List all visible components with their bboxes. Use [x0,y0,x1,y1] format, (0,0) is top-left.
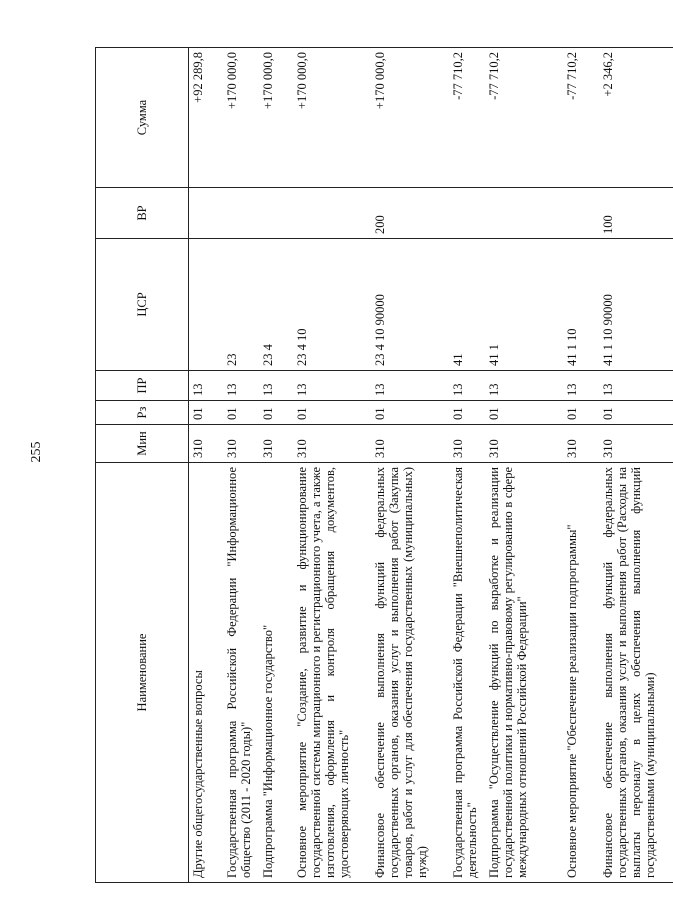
row-vr [449,188,485,239]
row-min: 310 [293,425,371,463]
row-csr: 23 4 [259,239,293,371]
row-sum: -77 710,2 [563,48,599,188]
row-pr: 13 [485,371,563,401]
row-name: Государственная программа Российской Федерации "Информационное общество (2011 - 2020 годы)" [223,463,259,883]
row-pr: 13 [259,371,293,401]
row-pr: 13 [449,371,485,401]
row-vr [485,188,563,239]
table-row [293,48,371,883]
row-csr: 41 1 10 [563,239,599,371]
row-min: 310 [371,425,449,463]
row-csr: 23 4 10 [293,239,371,371]
row-name: Основное мероприятие "Обеспечение реализации подпрограммы" [563,463,599,883]
row-name: Государственная программа Российской Федерации "Внешнеполитическая деятельность" [449,463,485,883]
row-name: Подпрограмма "Осуществление функций по выработке и реализации государственной политики и нормативно-правовому регулированию в сфере международных отношений Российской Федерации" [485,463,563,883]
header-min: Мин [96,425,189,463]
table-row [259,48,293,883]
row-min: 310 [189,425,224,463]
row-min: 310 [259,425,293,463]
row-vr: 200 [371,188,449,239]
row-pr: 13 [293,371,371,401]
header-pr: ПР [96,371,189,401]
header-rz: Рз [96,401,189,425]
table-row [223,48,259,883]
header-name: Наименование [96,463,189,883]
row-vr [223,188,259,239]
row-name: Подпрограмма "Информационное государство" [259,463,293,883]
page-number: 255 [29,441,44,463]
row-min: 310 [599,425,673,463]
row-min: 310 [223,425,259,463]
row-pr: 13 [223,371,259,401]
budget-table [95,47,673,883]
table-row [485,48,563,883]
row-name: Другие общегосударственные вопросы [189,463,224,883]
row-sum: +170 000,0 [223,48,259,188]
row-vr [293,188,371,239]
row-rz: 01 [223,401,259,425]
row-rz: 01 [259,401,293,425]
row-pr: 13 [371,371,449,401]
row-csr: 41 1 10 90000 [599,239,673,371]
row-rz: 01 [371,401,449,425]
table-row [599,48,673,883]
row-sum: +2 346,2 [599,48,673,188]
row-name: Финансовое обеспечение выполнения функций федеральных государственных органов, оказания услуг и выполнения работ (Закупка товаров, работ и услуг для обеспечения государственных (муниципальных) нужд) [371,463,449,883]
row-csr: 23 4 10 90000 [371,239,449,371]
row-vr [259,188,293,239]
row-pr: 13 [563,371,599,401]
header-sum: Сумма [96,48,189,188]
row-vr: 100 [599,188,673,239]
row-min: 310 [563,425,599,463]
header-vr: ВР [96,188,189,239]
table-row [371,48,449,883]
row-pr: 13 [189,371,224,401]
table-row [449,48,485,883]
row-sum: +170 000,0 [293,48,371,188]
row-sum: +170 000,0 [259,48,293,188]
table-row [189,48,224,883]
row-sum: +92 289,8 [189,48,224,188]
row-csr: 41 [449,239,485,371]
row-csr: 41 1 [485,239,563,371]
row-rz: 01 [599,401,673,425]
row-csr: 23 [223,239,259,371]
table-header-row [96,48,189,883]
row-rz: 01 [189,401,224,425]
rotated-table-container [95,48,657,883]
row-sum: +170 000,0 [371,48,449,188]
row-vr [563,188,599,239]
header-csr: ЦСР [96,239,189,371]
row-rz: 01 [449,401,485,425]
row-sum: -77 710,2 [449,48,485,188]
row-vr [189,188,224,239]
row-pr: 13 [599,371,673,401]
table-row [563,48,599,883]
row-min: 310 [449,425,485,463]
row-csr [189,239,224,371]
row-name: Финансовое обеспечение выполнения функций федеральных государственных органов, оказания услуг и выполнения работ (Расходы на выплаты персоналу в целях обеспечения выполнения функций государственными (муниципальными) [599,463,673,883]
row-name: Основное мероприятие "Создание, развитие и функционирование государственной системы миграционного и регистрационного учета, а также изготовления, оформления и контроля обращения документов, удостоверяющих личность" [293,463,371,883]
row-sum: -77 710,2 [485,48,563,188]
row-min: 310 [485,425,563,463]
row-rz: 01 [485,401,563,425]
row-rz: 01 [293,401,371,425]
row-rz: 01 [563,401,599,425]
